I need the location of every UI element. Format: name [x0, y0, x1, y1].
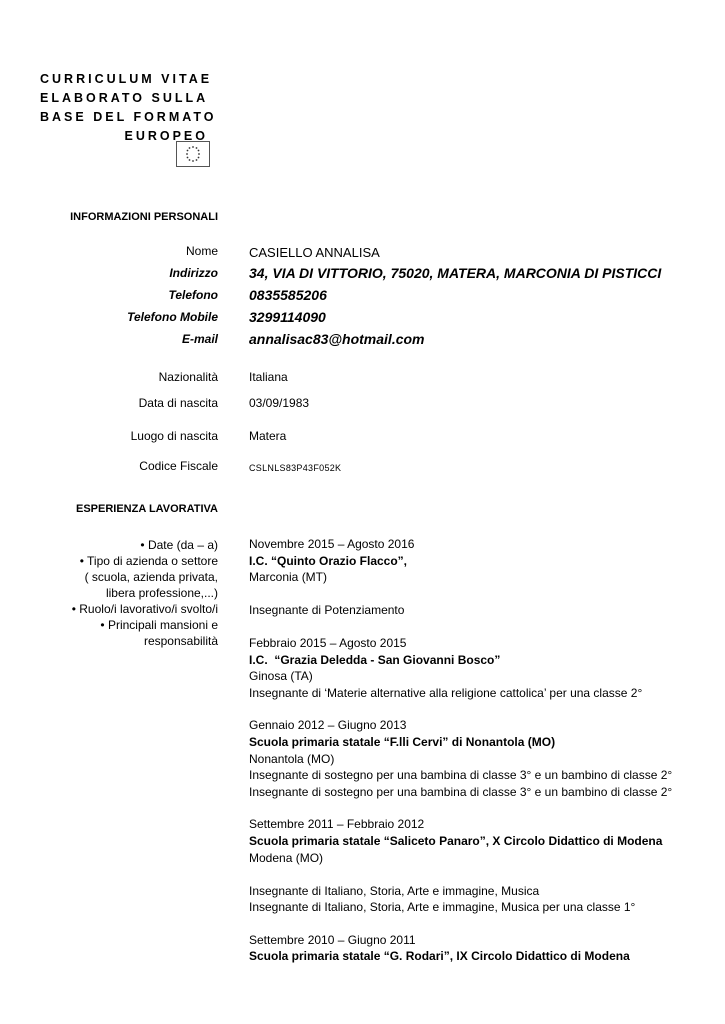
field-value-name: CASIELLO ANNALISA [249, 245, 380, 260]
exp-label: • Tipo di azienda o settore [79, 554, 218, 568]
cv-title-line: BASE DEL FORMATO [40, 110, 217, 124]
field-value-mobile: 3299114090 [249, 309, 326, 325]
job-role: Insegnante di sostegno per una bambina di classe 3° e un bambino di classe 2° [249, 784, 673, 799]
field-label: Nome [185, 244, 218, 258]
cv-title-line: EUROPEO [124, 129, 208, 143]
field-label: E-mail [181, 332, 218, 346]
job-entry [249, 635, 689, 701]
job-role [249, 586, 689, 603]
exp-label: • Ruolo/i lavorativo/i svolto/i [71, 602, 218, 616]
job-role: Insegnante di sostegno per una bambina di classe 3° e un bambino di classe 2° [249, 768, 673, 783]
job-dates: Novembre 2015 – Agosto 2016 [249, 537, 415, 551]
job-role [249, 866, 689, 883]
job-entry [249, 816, 689, 916]
job-employer: Scuola primaria statale “G. Rodari”, IX Circolo Didattico di Modena [249, 949, 630, 964]
field-label: Luogo di nascita [130, 429, 218, 443]
job-place: Marconia (MT) [249, 570, 328, 585]
field-value-tax-code: CSLNLS83P43F052K [249, 463, 342, 473]
job-dates: Settembre 2010 – Giugno 2011 [249, 932, 416, 947]
experience-list [249, 536, 689, 965]
cv-title-line: ELABORATO SULLA [40, 91, 209, 105]
field-label: Nazionalità [158, 370, 218, 384]
experience-labels [30, 537, 218, 649]
job-employer: Scuola primaria statale “F.lli Cervi” di Nonantola (MO) [249, 734, 556, 749]
job-place: Modena (MO) [249, 850, 324, 865]
job-role: Insegnante di Italiano, Storia, Arte e immagine, Musica [249, 883, 540, 898]
section-title-experience: ESPERIENZA LAVORATIVA [76, 503, 218, 515]
section-title-personal: INFORMAZIONI PERSONALI [70, 211, 218, 223]
field-label: Indirizzo [169, 266, 218, 280]
field-label: Codice Fiscale [139, 459, 218, 473]
field-value-phone: 0835585206 [249, 287, 327, 303]
cv-title-line: CURRICULUM VITAE [40, 72, 213, 86]
exp-label: ( scuola, azienda privata, libera professione,...) [84, 570, 218, 600]
job-entry [249, 932, 689, 965]
field-value-birthdate: 03/09/1983 [249, 396, 310, 410]
job-role: Insegnante di Potenziamento [249, 603, 405, 618]
cv-title [40, 70, 217, 146]
field-value-nationality: Italiana [249, 370, 288, 384]
job-role: Insegnante di ‘Materie alternative alla religione cattolica’ per una classe 2° [249, 685, 643, 700]
job-place: Nonantola (MO) [249, 751, 335, 766]
eu-flag-icon [176, 141, 210, 167]
exp-label: • Date (da – a) [140, 538, 218, 552]
field-label: Telefono Mobile [127, 310, 218, 324]
field-value-birthplace: Matera [249, 429, 287, 443]
field-label: Telefono [168, 288, 218, 302]
job-employer: I.C. “Quinto Orazio Flacco”, [249, 553, 408, 568]
job-dates: Settembre 2011 – Febbraio 2012 [249, 817, 425, 832]
job-dates: Febbraio 2015 – Agosto 2015 [249, 635, 407, 650]
job-role: Insegnante di Italiano, Storia, Arte e immagine, Musica per una classe 1° [249, 900, 636, 915]
exp-label: • Principali mansioni e responsabilità [100, 618, 218, 648]
job-employer: I.C. “Grazia Deledda - San Giovanni Bosco” [249, 652, 501, 667]
job-employer: Scuola primaria statale “Saliceto Panaro”, X Circolo Didattico di Modena [249, 833, 663, 848]
job-entry [249, 717, 689, 800]
field-label: Data di nascita [138, 396, 218, 410]
field-value-address: 34, VIA DI VITTORIO, 75020, MATERA, MARCONIA DI PISTICCI [249, 265, 662, 281]
job-dates: Gennaio 2012 – Giugno 2013 [249, 718, 407, 733]
job-entry [249, 536, 689, 619]
job-place: Ginosa (TA) [249, 669, 313, 684]
field-value-email: annalisac83@hotmail.com [249, 331, 425, 347]
